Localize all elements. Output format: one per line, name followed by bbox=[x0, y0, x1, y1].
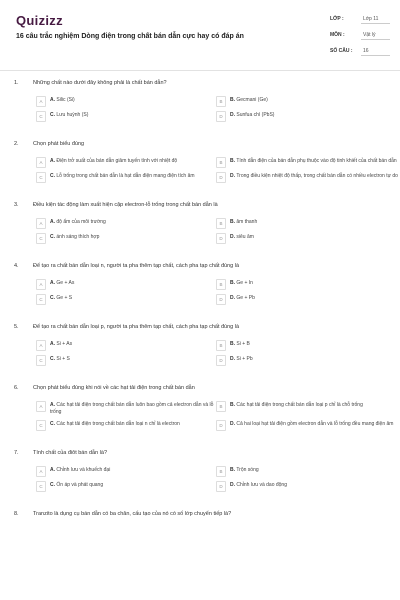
option-body: Ge + S bbox=[56, 295, 73, 301]
meta-label: LỚP : bbox=[330, 16, 344, 22]
option-text bbox=[50, 111, 221, 119]
question-text: Tranzito là dụng cụ bán dẫn có ba chân, cấu tạo của nó có số lớp chuyển tiếp là? bbox=[33, 511, 232, 517]
answer-option-b[interactable] bbox=[216, 157, 400, 172]
option-text bbox=[50, 294, 221, 302]
option-body: Si + Pb bbox=[236, 356, 253, 362]
option-body: Si + As bbox=[56, 341, 73, 347]
option-text bbox=[230, 420, 400, 428]
option-letter-box: B bbox=[216, 218, 226, 229]
option-body: Gecmani (Ge) bbox=[236, 97, 268, 103]
answer-option-d[interactable] bbox=[216, 355, 400, 370]
answer-option-c[interactable] bbox=[36, 111, 221, 126]
option-letter-box: A bbox=[36, 466, 46, 477]
option-text bbox=[230, 355, 400, 363]
option-label: D. bbox=[230, 295, 235, 301]
question-text: Chọn phát biểu đúng bbox=[33, 141, 85, 147]
question-header bbox=[0, 322, 400, 334]
meta-label: MÔN : bbox=[330, 32, 345, 38]
question-text: Những chất nào dưới đây không phải là chất bán dẫn? bbox=[33, 80, 167, 86]
option-letter-box: D bbox=[216, 420, 226, 431]
option-body: Tính dẫn điện của bán dẫn phụ thuộc vào độ tinh khiết của chất bán dẫn bbox=[236, 158, 397, 164]
answer-option-c[interactable] bbox=[36, 294, 221, 309]
option-body: Si + S bbox=[56, 356, 70, 362]
option-letter-box: D bbox=[216, 294, 226, 305]
meta-value: Vật lý bbox=[361, 31, 390, 40]
option-label: C. bbox=[50, 234, 55, 240]
question-text: Để tạo ra chất bán dẫn loại p, người ta pha thêm tạp chất, cách pha tạp chất đúng là bbox=[33, 324, 240, 330]
option-text bbox=[230, 279, 400, 287]
option-letter-box: D bbox=[216, 111, 226, 122]
answer-options bbox=[0, 96, 400, 126]
option-text bbox=[50, 401, 221, 416]
option-body: Các hạt tải điện trong chất bán dẫn luôn bao gồm cả electron dẫn và lỗ trống bbox=[50, 402, 214, 415]
option-label: B. bbox=[230, 402, 235, 408]
option-label: A. bbox=[50, 97, 55, 103]
answer-option-b[interactable] bbox=[216, 96, 400, 111]
option-label: B. bbox=[230, 219, 235, 225]
option-letter-box: C bbox=[36, 172, 46, 183]
option-label: B. bbox=[230, 158, 235, 164]
option-body: Si + B bbox=[236, 341, 250, 347]
option-letter-box: B bbox=[216, 279, 226, 290]
meta-row-count bbox=[330, 46, 390, 62]
option-label: B. bbox=[230, 341, 235, 347]
answer-option-b[interactable] bbox=[216, 340, 400, 355]
question-number: 7. bbox=[14, 450, 19, 456]
option-body: Các hạt tải điện trong chất bán dẫn loại n chỉ là electron bbox=[56, 421, 180, 427]
question-item bbox=[0, 322, 400, 370]
answer-option-a[interactable] bbox=[36, 96, 221, 111]
option-text bbox=[50, 96, 221, 104]
answer-option-b[interactable] bbox=[216, 401, 400, 416]
question-header bbox=[0, 261, 400, 273]
option-text bbox=[50, 157, 221, 165]
option-label: C. bbox=[50, 421, 55, 427]
question-item bbox=[0, 383, 400, 435]
option-label: D. bbox=[230, 234, 235, 240]
answer-options bbox=[0, 218, 400, 248]
answer-options bbox=[0, 466, 400, 496]
option-row bbox=[0, 340, 400, 355]
option-body: Ge + As bbox=[56, 280, 75, 286]
option-text bbox=[230, 157, 400, 165]
option-body: Cả hai loại hạt tải điện gồm electron dẫn và lỗ trống đều mang điện âm bbox=[236, 421, 394, 427]
answer-option-a[interactable] bbox=[36, 340, 221, 355]
answer-option-c[interactable] bbox=[36, 355, 221, 370]
option-text bbox=[230, 172, 400, 180]
option-letter-box: C bbox=[36, 355, 46, 366]
question-list bbox=[0, 78, 400, 534]
option-text bbox=[50, 233, 221, 241]
answer-option-a[interactable] bbox=[36, 218, 221, 233]
option-body: Ge + In bbox=[236, 280, 253, 286]
question-text: Điều kiện tác động làm xuất hiện cặp electron-lỗ trống trong chất bán dẫn là bbox=[33, 202, 218, 208]
option-body: Các hạt tải điện trong chất bán dẫn loại p chỉ là chỗ trống bbox=[236, 402, 363, 408]
answer-option-d[interactable] bbox=[216, 481, 400, 496]
option-text bbox=[50, 481, 221, 489]
option-body: âm thanh bbox=[236, 219, 258, 225]
question-text: Tính chất của điôt bán dẫn là? bbox=[33, 450, 107, 456]
question-number: 1. bbox=[14, 80, 19, 86]
option-body: Ge + Pb bbox=[236, 295, 255, 301]
option-letter-box: A bbox=[36, 218, 46, 229]
option-body: Điện trở suất của bán dẫn giảm tuyến tính với nhiệt độ bbox=[56, 158, 178, 164]
answer-option-d[interactable] bbox=[216, 111, 400, 126]
option-row bbox=[0, 420, 400, 435]
quizizz-logo: Quizizz bbox=[16, 13, 63, 28]
meta-value: Lớp 11 bbox=[361, 15, 390, 24]
answer-option-c[interactable] bbox=[36, 172, 221, 187]
question-header bbox=[0, 448, 400, 460]
option-text bbox=[230, 233, 400, 241]
option-text bbox=[50, 172, 221, 180]
meta-label: SỐ CÂU : bbox=[330, 48, 353, 54]
question-text: Chọn phát biểu đúng khi nói về các hạt tải điện trong chất bán dẫn bbox=[33, 385, 195, 391]
option-label: A. bbox=[50, 341, 55, 347]
question-item bbox=[0, 139, 400, 187]
option-row bbox=[0, 355, 400, 370]
answer-options bbox=[0, 340, 400, 370]
question-item bbox=[0, 200, 400, 248]
question-number: 2. bbox=[14, 141, 19, 147]
option-body: siêu âm bbox=[236, 234, 254, 240]
option-text bbox=[50, 340, 221, 348]
option-text bbox=[230, 340, 400, 348]
question-header bbox=[0, 78, 400, 90]
option-body: Chỉnh lưu và dao động bbox=[236, 482, 287, 488]
answer-options bbox=[0, 279, 400, 309]
worksheet-meta bbox=[330, 14, 390, 62]
option-text bbox=[230, 481, 400, 489]
answer-option-c[interactable] bbox=[36, 233, 221, 248]
option-body: Chỉnh lưu và khuếch đại bbox=[56, 467, 111, 473]
option-letter-box: B bbox=[216, 340, 226, 351]
option-text bbox=[230, 466, 400, 474]
answer-option-d[interactable] bbox=[216, 294, 400, 309]
option-label: C. bbox=[50, 112, 55, 118]
answer-option-a[interactable] bbox=[36, 466, 221, 481]
option-label: B. bbox=[230, 467, 235, 473]
option-text bbox=[230, 294, 400, 302]
answer-option-a[interactable] bbox=[36, 401, 221, 420]
answer-options bbox=[0, 157, 400, 187]
option-label: D. bbox=[230, 482, 235, 488]
option-letter-box: A bbox=[36, 401, 46, 412]
worksheet-title: 16 câu trắc nghiệm Dòng điện trong chất bán dẫn cực hay có đáp án bbox=[16, 33, 244, 40]
question-number: 4. bbox=[14, 263, 19, 269]
option-letter-box: C bbox=[36, 420, 46, 431]
option-body: Trong điều kiện nhiệt độ thấp, trong chất bán dẫn có nhiều electron tự do bbox=[236, 173, 398, 179]
option-text bbox=[50, 355, 221, 363]
option-body: Silic (Si) bbox=[56, 97, 75, 103]
option-body: Lỗ trống trong chất bán dẫn là hạt dẫn điện mang điện tích âm bbox=[56, 173, 195, 179]
question-number: 8. bbox=[14, 511, 19, 517]
answer-option-a[interactable] bbox=[36, 279, 221, 294]
option-text bbox=[230, 218, 400, 226]
option-text bbox=[230, 401, 400, 409]
option-body: Trộn sóng bbox=[236, 467, 259, 473]
meta-row-subject bbox=[330, 30, 390, 46]
option-label: A. bbox=[50, 467, 55, 473]
option-label: C. bbox=[50, 295, 55, 301]
answer-option-b[interactable] bbox=[216, 218, 400, 233]
question-item bbox=[0, 261, 400, 309]
option-letter-box: C bbox=[36, 111, 46, 122]
header-divider bbox=[0, 70, 400, 71]
answer-option-b[interactable] bbox=[216, 279, 400, 294]
answer-option-d[interactable] bbox=[216, 233, 400, 248]
option-label: B. bbox=[230, 280, 235, 286]
option-letter-box: A bbox=[36, 96, 46, 107]
answer-option-a[interactable] bbox=[36, 157, 221, 172]
option-letter-box: B bbox=[216, 157, 226, 168]
option-row bbox=[0, 401, 400, 420]
option-row bbox=[0, 172, 400, 187]
option-letter-box: B bbox=[216, 96, 226, 107]
question-header bbox=[0, 139, 400, 151]
option-letter-box: D bbox=[216, 172, 226, 183]
option-body: Ổn áp và phát quang bbox=[56, 482, 104, 488]
option-body: độ ẩm của môi trường bbox=[56, 219, 106, 225]
option-text bbox=[50, 466, 221, 474]
option-text bbox=[230, 96, 400, 104]
answer-option-d[interactable] bbox=[216, 172, 400, 187]
option-body: Sunfua chì (PbS) bbox=[236, 112, 275, 118]
question-header bbox=[0, 509, 400, 521]
option-letter-box: C bbox=[36, 233, 46, 244]
meta-value: 16 bbox=[361, 47, 390, 56]
option-letter-box: D bbox=[216, 233, 226, 244]
option-label: B. bbox=[230, 97, 235, 103]
option-row bbox=[0, 279, 400, 294]
option-letter-box: C bbox=[36, 481, 46, 492]
option-text bbox=[230, 111, 400, 119]
option-letter-box: A bbox=[36, 279, 46, 290]
option-label: A. bbox=[50, 280, 55, 286]
question-item bbox=[0, 78, 400, 126]
option-label: C. bbox=[50, 482, 55, 488]
option-label: A. bbox=[50, 219, 55, 225]
option-row bbox=[0, 157, 400, 172]
option-label: D. bbox=[230, 356, 235, 362]
option-letter-box: B bbox=[216, 466, 226, 477]
question-number: 5. bbox=[14, 324, 19, 330]
option-label: D. bbox=[230, 173, 235, 179]
option-letter-box: D bbox=[216, 355, 226, 366]
option-text bbox=[50, 218, 221, 226]
question-item bbox=[0, 448, 400, 496]
option-label: C. bbox=[50, 173, 55, 179]
question-number: 6. bbox=[14, 385, 19, 391]
option-letter-box: A bbox=[36, 157, 46, 168]
option-letter-box: D bbox=[216, 481, 226, 492]
option-row bbox=[0, 294, 400, 309]
option-label: D. bbox=[230, 112, 235, 118]
answer-option-b[interactable] bbox=[216, 466, 400, 481]
worksheet-header bbox=[0, 0, 400, 62]
option-row bbox=[0, 218, 400, 233]
option-text bbox=[50, 279, 221, 287]
question-text: Để tạo ra chất bán dẫn loại n, người ta pha thêm tạp chất, cách pha tạp chất đúng là bbox=[33, 263, 240, 269]
option-text bbox=[50, 420, 221, 428]
question-item bbox=[0, 509, 400, 521]
option-label: D. bbox=[230, 421, 235, 427]
answer-options bbox=[0, 401, 400, 435]
option-letter-box: B bbox=[216, 401, 226, 412]
option-row bbox=[0, 111, 400, 126]
answer-option-c[interactable] bbox=[36, 481, 221, 496]
option-letter-box: A bbox=[36, 340, 46, 351]
option-row bbox=[0, 96, 400, 111]
question-header bbox=[0, 383, 400, 395]
option-label: A. bbox=[50, 402, 55, 408]
option-row bbox=[0, 481, 400, 496]
meta-row-class bbox=[330, 14, 390, 30]
answer-option-d[interactable] bbox=[216, 420, 400, 435]
option-label: C. bbox=[50, 356, 55, 362]
answer-option-c[interactable] bbox=[36, 420, 221, 435]
option-body: Lưu huỳnh (S) bbox=[56, 112, 89, 118]
option-row bbox=[0, 233, 400, 248]
option-letter-box: C bbox=[36, 294, 46, 305]
option-label: A. bbox=[50, 158, 55, 164]
question-number: 3. bbox=[14, 202, 19, 208]
option-row bbox=[0, 466, 400, 481]
question-header bbox=[0, 200, 400, 212]
option-body: ánh sáng thích hợp bbox=[56, 234, 100, 240]
